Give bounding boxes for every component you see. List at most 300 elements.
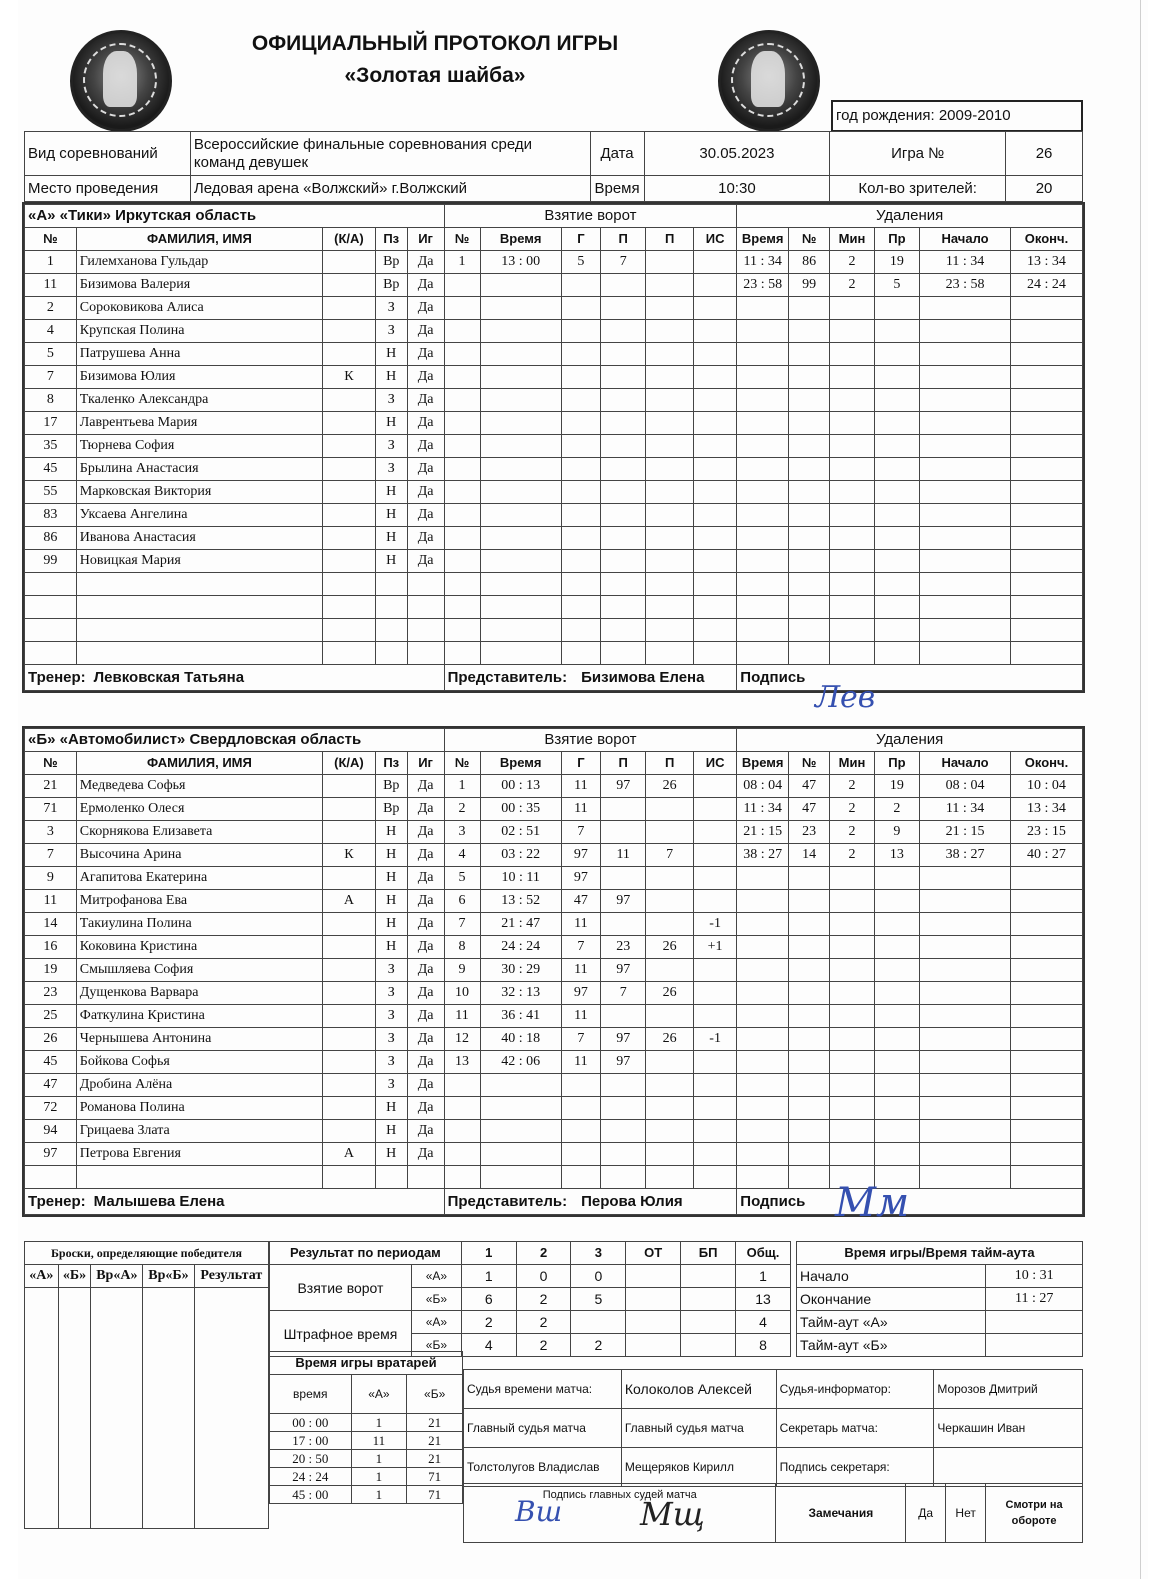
position: Н (375, 343, 407, 366)
captain-mark (323, 504, 376, 527)
goal-g: 11 (561, 959, 600, 982)
played: Да (407, 550, 444, 573)
secretary-label: Секретарь матча: (776, 1409, 934, 1448)
date-label: Дата (590, 132, 644, 176)
goal-n: 12 (444, 1028, 480, 1051)
remarks-yes: Да (906, 1484, 946, 1543)
shootout-col: Вр«Б» (143, 1265, 194, 1288)
column-header: Время (737, 228, 789, 251)
period-cell: 4 (461, 1334, 516, 1357)
goal-n: 2 (444, 798, 480, 821)
table-row (25, 251, 1083, 274)
goal-g: 11 (561, 1051, 600, 1074)
played: Да (407, 458, 444, 481)
goal-g: 11 (561, 913, 600, 936)
position: З (375, 320, 407, 343)
played: Да (407, 775, 444, 798)
penalty-end: 40 : 27 (1011, 844, 1083, 867)
spectators-value: 20 (1006, 176, 1083, 202)
period-cell (626, 1265, 681, 1288)
goal-g: 7 (561, 1028, 600, 1051)
penalty-end: 13 : 34 (1011, 798, 1083, 821)
penalty-min: 2 (830, 251, 874, 274)
goal-is: -1 (693, 1028, 736, 1051)
player-number: 23 (25, 982, 77, 1005)
referee1-label: Главный судья матча (464, 1409, 622, 1448)
captain-mark (323, 821, 376, 844)
player-number: 72 (25, 1097, 77, 1120)
sign-label: Подпись (740, 1192, 806, 1210)
game-label: Игра № (830, 132, 1006, 176)
position: Вр (375, 798, 407, 821)
player-number: 71 (25, 798, 77, 821)
position: З (375, 1005, 407, 1028)
goalie-cell: 11 (351, 1432, 407, 1450)
coach-name: Малышева Елена (93, 1192, 225, 1210)
played: Да (407, 890, 444, 913)
table-row (25, 936, 1083, 959)
captain-mark (323, 1074, 376, 1097)
player-number: 55 (25, 481, 77, 504)
goal-n: 8 (444, 936, 480, 959)
penalty-end: 24 : 24 (1011, 274, 1083, 297)
column-header: ИС (693, 752, 736, 775)
penalty-start: 08 : 04 (920, 775, 1011, 798)
goal-g: 97 (561, 982, 600, 1005)
player-name: Гилемханова Гульдар (76, 251, 322, 274)
table-row (25, 504, 1083, 527)
table-row (25, 890, 1083, 913)
goals-title: Взятие ворот (444, 205, 737, 228)
goalie-cell: 71 (407, 1486, 463, 1504)
captain-mark (323, 481, 376, 504)
goal-n: 1 (444, 251, 480, 274)
period-cell: 0 (571, 1265, 626, 1288)
birth-year-box (831, 100, 1083, 132)
player-number: 2 (25, 297, 77, 320)
position: Н (375, 504, 407, 527)
goal-is (693, 1005, 736, 1028)
start-value: 10 : 31 (986, 1265, 1083, 1288)
played: Да (407, 504, 444, 527)
penalty-n: 14 (789, 844, 830, 867)
player-name: Тюрнева София (76, 435, 322, 458)
goalie-title: Время игры вратарей (270, 1352, 463, 1375)
position: Вр (375, 775, 407, 798)
secretary-sign-label: Подпись секретаря: (776, 1448, 934, 1487)
column-header: П (600, 752, 645, 775)
played: Да (407, 798, 444, 821)
column-header: Начало (920, 752, 1011, 775)
position: З (375, 1051, 407, 1074)
timeout-b-label: Тайм-аут «Б» (797, 1334, 986, 1357)
column-header: (К/А) (323, 228, 376, 251)
position: Н (375, 366, 407, 389)
player-name: Лаврентьева Мария (76, 412, 322, 435)
goal-is (693, 867, 736, 890)
period-col: БП (681, 1242, 736, 1265)
column-header: Пр (874, 752, 919, 775)
golden-puck-logo-left (70, 30, 172, 132)
goal-p2 (646, 251, 694, 274)
penalty-start: 11 : 34 (920, 798, 1011, 821)
position: З (375, 435, 407, 458)
team-a-coach-signature: Лев (815, 680, 876, 715)
column-header: Иг (407, 228, 444, 251)
player-name: Брылина Анастасия (76, 458, 322, 481)
goalie-cell: 1 (351, 1486, 407, 1504)
referee1-name: Толстолугов Владислав (464, 1448, 622, 1487)
goal-g: 7 (561, 936, 600, 959)
player-number: 94 (25, 1120, 77, 1143)
penalty-start: 11 : 34 (920, 251, 1011, 274)
goal-t: 00 : 35 (480, 798, 561, 821)
column-header: Пр (874, 228, 919, 251)
captain-mark (323, 798, 376, 821)
player-number: 8 (25, 389, 77, 412)
goals-label: Взятие ворот (270, 1265, 412, 1311)
period-cell: 6 (461, 1288, 516, 1311)
goal-p2: 26 (646, 982, 694, 1005)
period-col: Общ. (736, 1242, 791, 1265)
goal-t: 36 : 41 (480, 1005, 561, 1028)
penalty-min: 2 (830, 274, 874, 297)
player-name: Такиулина Полина (76, 913, 322, 936)
period-col: 2 (516, 1242, 571, 1265)
timekeeper-name: Колоколов Алексей (621, 1370, 776, 1409)
column-header: Время (737, 752, 789, 775)
goal-g: 11 (561, 798, 600, 821)
period-cell: 2 (516, 1334, 571, 1357)
player-name: Марковская Виктория (76, 481, 322, 504)
period-cell: 5 (571, 1288, 626, 1311)
goal-p2: 26 (646, 936, 694, 959)
goals-title: Взятие ворот (444, 729, 737, 752)
player-name: Высочина Арина (76, 844, 322, 867)
goal-p2: 26 (646, 775, 694, 798)
position: Н (375, 913, 407, 936)
goalie-cell: 21 (407, 1414, 463, 1432)
goal-is (693, 982, 736, 1005)
goal-p2 (646, 959, 694, 982)
player-name: Иванова Анастасия (76, 527, 322, 550)
goal-n: 4 (444, 844, 480, 867)
captain-mark (323, 320, 376, 343)
team-title: «Б» «Автомобилист» Свердловская область (25, 729, 445, 752)
player-name: Бизимова Юлия (76, 366, 322, 389)
player-number: 99 (25, 550, 77, 573)
table-row (25, 596, 1083, 619)
team-a-table (24, 204, 1083, 691)
penalty-end: 13 : 34 (1011, 251, 1083, 274)
table-row (25, 366, 1083, 389)
table-row (25, 798, 1083, 821)
position: З (375, 1074, 407, 1097)
goal-g: 47 (561, 890, 600, 913)
table-row (25, 481, 1083, 504)
column-header: Оконч. (1011, 752, 1083, 775)
position: З (375, 458, 407, 481)
player-number: 35 (25, 435, 77, 458)
position: З (375, 982, 407, 1005)
player-name: Дущенкова Варвара (76, 982, 322, 1005)
goal-is (693, 775, 736, 798)
player-number: 19 (25, 959, 77, 982)
period-cell: 4 (736, 1311, 791, 1334)
penalty-min: 2 (830, 775, 874, 798)
penalty-min: 2 (830, 821, 874, 844)
column-header: Время (480, 228, 561, 251)
position: З (375, 297, 407, 320)
captain-mark (323, 982, 376, 1005)
goal-p1 (600, 913, 645, 936)
goal-p2 (646, 821, 694, 844)
played: Да (407, 982, 444, 1005)
captain-mark (323, 389, 376, 412)
period-cell: 1 (461, 1265, 516, 1288)
period-cell (681, 1311, 736, 1334)
signature-cell (737, 665, 1083, 691)
played: Да (407, 251, 444, 274)
column-header: Время (480, 752, 561, 775)
goal-p1 (600, 821, 645, 844)
representative (444, 1189, 737, 1215)
officials-table (463, 1369, 1083, 1487)
played: Да (407, 1120, 444, 1143)
column-header: № (444, 228, 480, 251)
goal-p1: 7 (600, 982, 645, 1005)
player-number: 97 (25, 1143, 77, 1166)
column-header: П (600, 228, 645, 251)
player-name: Новицкая Мария (76, 550, 322, 573)
coach-label: Тренер: (28, 668, 86, 686)
coach (25, 1189, 445, 1215)
page-edge (1140, 0, 1141, 1579)
goalie-row (270, 1432, 463, 1450)
player-name: Уксаева Ангелина (76, 504, 322, 527)
shootout-col: Вр«А» (91, 1265, 143, 1288)
player-name: Скорнякова Елизавета (76, 821, 322, 844)
competition-value: Всероссийские финальные соревнования среди команд девушек (190, 132, 590, 176)
player-number: 45 (25, 1051, 77, 1074)
player-name: Агапитова Екатерина (76, 867, 322, 890)
coach-label: Тренер: (28, 1192, 86, 1210)
column-header: Г (561, 228, 600, 251)
goal-n: 9 (444, 959, 480, 982)
period-col: 1 (461, 1242, 516, 1265)
goal-p1: 23 (600, 936, 645, 959)
penalty-pr: 9 (874, 821, 919, 844)
goal-p1: 97 (600, 1028, 645, 1051)
goal-t: 40 : 18 (480, 1028, 561, 1051)
referees-sign-label: Подпись главных судей матча (464, 1484, 776, 1543)
goal-t: 32 : 13 (480, 982, 561, 1005)
timeout-a-label: Тайм-аут «А» (797, 1311, 986, 1334)
goal-n: 3 (444, 821, 480, 844)
player-name: Патрушева Анна (76, 343, 322, 366)
goal-is (693, 844, 736, 867)
table-row (25, 389, 1083, 412)
period-cell: 2 (571, 1334, 626, 1357)
goalie-cell: 45 : 00 (270, 1486, 352, 1504)
position: З (375, 959, 407, 982)
player-number: 5 (25, 343, 77, 366)
captain-mark (323, 913, 376, 936)
captain-mark (323, 775, 376, 798)
penalty-start: 38 : 27 (920, 844, 1011, 867)
position: Н (375, 867, 407, 890)
player-name: Фаткулина Кристина (76, 1005, 322, 1028)
penalty-n: 23 (789, 821, 830, 844)
start-label: Начало (797, 1265, 986, 1288)
venue-label: Место проведения (25, 176, 191, 202)
goal-t: 24 : 24 (480, 936, 561, 959)
player-number: 7 (25, 366, 77, 389)
table-row (25, 821, 1083, 844)
goal-t: 21 : 47 (480, 913, 561, 936)
goal-n: 7 (444, 913, 480, 936)
goal-p2: 7 (646, 844, 694, 867)
played: Да (407, 821, 444, 844)
goal-is (693, 1051, 736, 1074)
column-header: Мин (830, 752, 874, 775)
period-col: ОТ (626, 1242, 681, 1265)
played: Да (407, 389, 444, 412)
penalty-pr: 2 (874, 798, 919, 821)
player-number: 14 (25, 913, 77, 936)
time-value: 10:30 (644, 176, 830, 202)
position: Н (375, 890, 407, 913)
played: Да (407, 435, 444, 458)
goalie-time-table (269, 1351, 463, 1504)
goalie-cell: 1 (351, 1414, 407, 1432)
see-back: Смотри на обороте (986, 1484, 1083, 1543)
secretary-name: Черкашин Иван (934, 1409, 1083, 1448)
player-number: 11 (25, 890, 77, 913)
position: Вр (375, 251, 407, 274)
played: Да (407, 343, 444, 366)
goal-p2 (646, 1051, 694, 1074)
played: Да (407, 1005, 444, 1028)
game-time-title: Время игры/Время тайм-аута (797, 1242, 1083, 1265)
goal-p1: 7 (600, 251, 645, 274)
penalty-n: 99 (789, 274, 830, 297)
position: Н (375, 1120, 407, 1143)
column-header: № (25, 752, 77, 775)
date-value: 30.05.2023 (644, 132, 830, 176)
sign-label: Подпись (740, 668, 806, 686)
penalty-t: 38 : 27 (737, 844, 789, 867)
page-title: ОФИЦИАЛЬНЫЙ ПРОТОКОЛ ИГРЫ (251, 32, 619, 55)
page-subtitle: «Золотая шайба» (344, 64, 526, 87)
captain-mark (323, 1051, 376, 1074)
shootout-col: Результат (194, 1265, 268, 1288)
table-row (25, 844, 1083, 867)
goalie-row (270, 1486, 463, 1504)
played: Да (407, 1097, 444, 1120)
player-number: 26 (25, 1028, 77, 1051)
goalie-cell: 21 (407, 1450, 463, 1468)
referee2-name: Мещеряков Кирилл (621, 1448, 776, 1487)
penalty-pr: 5 (874, 274, 919, 297)
goalie-cell: 21 (407, 1432, 463, 1450)
player-number: 45 (25, 458, 77, 481)
captain-mark (323, 412, 376, 435)
captain-mark (323, 959, 376, 982)
period-cell: 13 (736, 1288, 791, 1311)
position: З (375, 1028, 407, 1051)
captain-mark: К (323, 366, 376, 389)
goal-is (693, 798, 736, 821)
table-row (25, 1005, 1083, 1028)
captain-mark (323, 936, 376, 959)
representative (444, 665, 737, 691)
end-value: 11 : 27 (986, 1288, 1083, 1311)
penalty-min: 2 (830, 798, 874, 821)
competition-label: Вид соревнований (25, 132, 191, 176)
played: Да (407, 297, 444, 320)
period-cell (681, 1288, 736, 1311)
table-row (25, 458, 1083, 481)
played: Да (407, 320, 444, 343)
rep-label: Представитель: (447, 1192, 568, 1210)
column-header: № (789, 752, 830, 775)
table-row (25, 343, 1083, 366)
player-number: 17 (25, 412, 77, 435)
position: Н (375, 1097, 407, 1120)
player-name: Митрофанова Ева (76, 890, 322, 913)
team-b-mark: «Б» (411, 1334, 461, 1357)
goal-p1 (600, 798, 645, 821)
player-number: 47 (25, 1074, 77, 1097)
player-name: Крупская Полина (76, 320, 322, 343)
game-time-table (796, 1241, 1083, 1357)
penalty-t: 11 : 34 (737, 251, 789, 274)
played: Да (407, 274, 444, 297)
period-cell (681, 1265, 736, 1288)
captain-mark (323, 527, 376, 550)
player-name: Петрова Евгения (76, 1143, 322, 1166)
column-header: № (789, 228, 830, 251)
goalie-cell: 20 : 50 (270, 1450, 352, 1468)
remarks-label: Замечания (776, 1484, 906, 1543)
captain-mark (323, 867, 376, 890)
goal-g: 97 (561, 867, 600, 890)
played: Да (407, 867, 444, 890)
goal-n: 10 (444, 982, 480, 1005)
captain-mark: А (323, 1143, 376, 1166)
goal-t: 42 : 06 (480, 1051, 561, 1074)
goal-g: 97 (561, 844, 600, 867)
goal-is (693, 959, 736, 982)
captain-mark (323, 343, 376, 366)
goalie-cell: 1 (351, 1450, 407, 1468)
column-header: П (646, 752, 694, 775)
goal-p1 (600, 867, 645, 890)
rep-label: Представитель: (447, 668, 568, 686)
timekeeper-label: Судья времени матча: (464, 1370, 622, 1409)
column-header: № (25, 228, 77, 251)
goal-n: 1 (444, 775, 480, 798)
goal-g: 5 (561, 251, 600, 274)
goal-p1: 97 (600, 1051, 645, 1074)
penalty-t: 11 : 34 (737, 798, 789, 821)
table-row (25, 1074, 1083, 1097)
goalie-col: «А» (351, 1375, 407, 1414)
played: Да (407, 1074, 444, 1097)
venue-value: Ледовая арена «Волжский» г.Волжский (190, 176, 590, 202)
player-number: 86 (25, 527, 77, 550)
